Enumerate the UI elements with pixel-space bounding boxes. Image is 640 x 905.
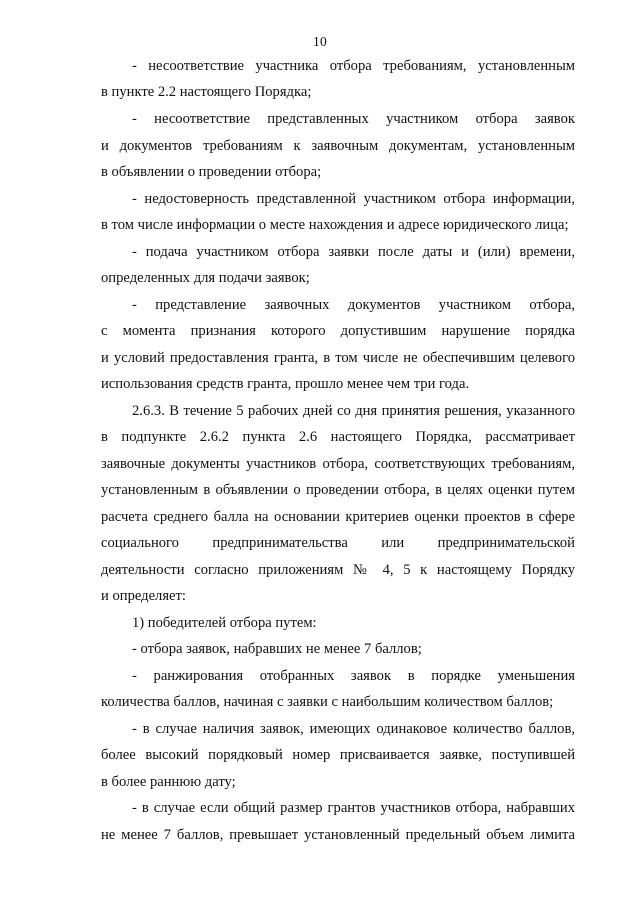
paragraph-line: и документов требованиям к заявочным документам, установленным	[101, 138, 575, 154]
paragraph-line: - отбора заявок, набравших не менее 7 баллов;	[132, 641, 422, 657]
paragraph-line: и определяет:	[101, 588, 186, 604]
paragraph-line: в подпункте 2.6.2 пункта 2.6 настоящего Порядка, рассматривает	[101, 429, 575, 445]
paragraph-line: 2.6.3. В течение 5 рабочих дней со дня принятия решения, указанного	[132, 403, 575, 419]
paragraph-line: определенных для подачи заявок;	[101, 270, 310, 286]
paragraph-line: не менее 7 баллов, превышает установленный предельный объем лимита	[101, 827, 575, 843]
paragraph-line: - недостоверность представленной участником отбора информации,	[132, 191, 575, 207]
paragraph-line: более высокий порядковый номер присваивается заявке, поступившей	[101, 747, 575, 763]
paragraph-line: с момента признания которого допустившим нарушение порядка	[101, 323, 575, 339]
paragraph-line: - несоответствие участника отбора требованиям, установленным	[132, 58, 575, 74]
paragraph-line: - представление заявочных документов участником отбора,	[132, 297, 575, 313]
paragraph-line: - в случае если общий размер грантов участников отбора, набравших	[132, 800, 575, 816]
paragraph-line: в более раннюю дату;	[101, 774, 236, 790]
paragraph-line: использования средств гранта, прошло менее чем три года.	[101, 376, 470, 392]
paragraph-line: 1) победителей отбора путем:	[132, 615, 317, 631]
paragraph-line: заявочные документы участников отбора, соответствующих требованиям,	[101, 456, 575, 472]
paragraph-line: - несоответствие представленных участником отбора заявок	[132, 111, 575, 127]
paragraph-line: социального предпринимательства или предпринимательской	[101, 535, 575, 551]
paragraph-line: количества баллов, начиная с заявки с наибольшим количеством баллов;	[101, 694, 554, 710]
paragraph-line: деятельности согласно приложениям № 4, 5 к настоящему Порядку	[101, 562, 575, 578]
paragraph-line: - в случае наличия заявок, имеющих одинаковое количество баллов,	[132, 721, 575, 737]
paragraph-line: установленным в объявлении о проведении отбора, в целях оценки путем	[101, 482, 575, 498]
paragraph-line: в объявлении о проведении отбора;	[101, 164, 322, 180]
paragraph-line: - ранжирования отобранных заявок в порядке уменьшения	[132, 668, 575, 684]
paragraph-line: - подача участником отбора заявки после даты и (или) времени,	[132, 244, 575, 260]
paragraph-line: в том числе информации о месте нахождения и адресе юридического лица;	[101, 217, 569, 233]
paragraph-line: в пункте 2.2 настоящего Порядка;	[101, 84, 312, 100]
page-number: 10	[313, 34, 327, 49]
paragraph-line: расчета среднего балла на основании критериев оценки проектов в сфере	[101, 509, 575, 525]
paragraph-line: и условий предоставления гранта, в том числе не обеспечившим целевого	[101, 350, 575, 366]
